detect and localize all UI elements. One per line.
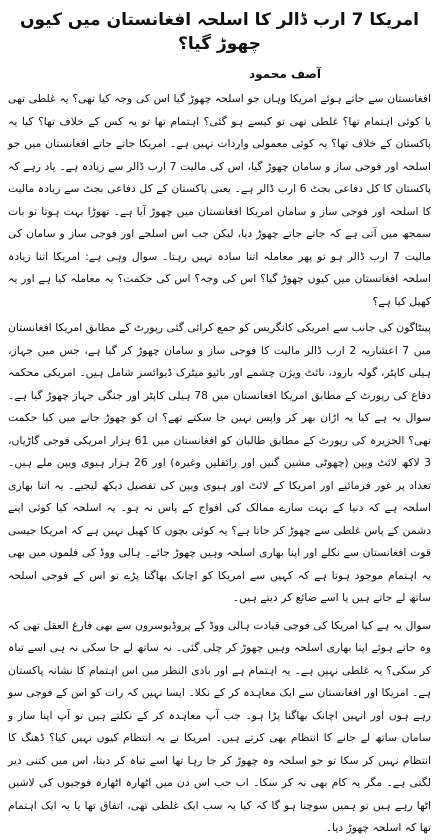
- article-paragraph: پینٹاگون کی جانب سے امریکی کانگریس کو جمع کرائی گئی رپورٹ کے مطابق امریکا افغانستان میں 7 اعشاریہ 2 ارب ڈالر مالیت کا فوجی ساز و سامان چھوڑ کر گیا ہے، جس میں جہاز، ہیلی کاپٹر، گولہ بارود، نائٹ ویژن چشمے اور بائیو میٹرک ڈیوائسز شامل ہیں۔ امریکی محکمہ دفاع کی رپورٹ کے مطابق امریکا افغانستان میں 78 ہیلی کاپٹر اور جنگی جہاز چھوڑ گیا ہے۔ سوال یہ ہے کیا یہ اڑان بھر کر واپس نہیں جا سکتے تھے؟ ان کو چھوڑ جانے میں کیا حکمت تھی؟ الجزیرہ کی رپورٹ کے مطابق طالبان کو افغانستان میں 61 ہزار امریکی فوجی گاڑیاں، 3 لاکھ لائٹ ویپن (چھوٹی مشین گنیں اور رائفلیں وغیرہ) اور 26 ہزار ہیوی ویپن ملے ہیں۔ تعداد پر غور فرمائیے اور امریکا کے لائٹ اور ہیوی ویپن کی تفصیل دیکھ لیجیے۔ یہ اتنا بھاری اسلحہ ہے کہ دنیا کے بہت سارے ممالک کی افواج کے پاس نہ ہو۔ یہ اسلحہ کیا کوئی اپنے دشمن کے پاس غلطی سے چھوڑ کر جاتا ہے؟ یہ کوئی بچوں کا کھیل نہیں ہے کہ امریکا جیسی قوت افغانستان سے نکلے اور اپنا بھاری اسلحہ وہیں چھوڑ جائے۔ ہالی ووڈ کی فلموں میں بھی یہ اہتمام موجود ہوتا ہے کہ کہیں سے امریکا کو اچانک بھاگنا پڑے تو اس کے فوجی اسلحہ ساتھ لے جاتے ہیں یا اسے ضائع کر دیتے ہیں۔: [8, 321, 431, 604]
- article-author: آصف محمود: [249, 67, 321, 81]
- article-paragraph: افغانستان سے جاتے ہوئے امریکا وہاں جو اسلحہ چھوڑ گیا اس کی وجہ کیا تھی؟ یہ غلطی تھی یا کوئی اہتمام تھا؟ غلطی تھی تو کیسے ہو گئی؟ اہتمام تھا تو یہ کس کے خلاف تھا؟ کیا یہ پاکستان کے خلاف تھا؟ یہ کوئی معمولی واردات نہیں ہے۔ امریکا جاتے جاتے افغانستان میں جو اسلحہ اور فوجی ساز و سامان چھوڑ گیا، اس کی مالیت 7 ارب ڈالر سے زیادہ ہے۔ یاد رہے کہ پاکستان کا کل دفاعی بجٹ 6 ارب ڈالر ہے۔ یعنی پاکستان کے کل دفاعی بجٹ سے زیادہ مالیت کا اسلحہ اور فوجی ساز و سامان امریکا افغانستان میں چھوڑ آیا ہے۔ تھوڑا بہت ہوتا تو بات سمجھ میں آتی ہے کہ جاتے جاتے چھوڑ دیا، لیکن جب اس اسلحے اور فوجی ساز و سامان کی مالیت 7 ارب ڈالر ہو تو پھر معاملہ اتنا سادہ نہیں رہتا۔ سوال وہی ہے: امریکا اتنا زیادہ اسلحہ افغانستان میں کیوں چھوڑ گیا؟ اس کی وجہ؟ اس کی حکمت؟ یہ معاملہ کیا ہے اور یہ کھیل کیا ہے؟: [8, 92, 431, 308]
- article-headline: امریکا 7 ارب ڈالر کا اسلحہ افغانستان میں کیوں چھوڑ گیا؟: [19, 10, 419, 54]
- article-paragraph: سوال یہ ہے کیا امریکا کی فوجی قیادت ہالی ووڈ کے پروڈیوسروں سے بھی فارغ العقل تھی کہ وہ جاتے ہوئے اپنا بھاری اسلحہ وہیں چھوڑ کر چلی گئی۔ نہ ساتھ لے جا سکی نہ ہی اسے تباہ کر سکی؟ یہ غلطی نہیں ہے۔ یہ اہتمام ہے اور بادی النظر میں اس اہتمام کا نشانہ پاکستان ہے۔ امریکا اور افغانستان سے ایک معاہدہ کر کے نکلا۔ ایسا نہیں کہ رات کو اس کے فوجی سو رہے ہوں اور انہیں اچانک بھاگنا پڑا ہو۔ جب آپ معاہدہ کر کے نکلتے ہیں تو آپ اپنا ساز و سامان ساتھ لے جانے کا انتظام بھی کرتے ہیں۔ امریکا نے یہ انتظام کیوں نہیں کیا؟ ڈھنگ کا انتظام نہیں کر سکا تو جو اسلحہ وہ چھوڑ کر جا رہا تھا اسے تباہ کر دیتا، اس میں کتنی دیر لگتی ہے۔ مگر یہ کام بھی نہ کر سکا۔ اب جب اس دن میں اٹھارہ اٹھارہ فوجیوں کی لاشیں اٹھا رہے ہیں تو ہمیں سوچنا ہو گا کہ کیا یہ سب ایک غلطی تھی، اتفاق تھا یا یہ ایک اہتمام تھا کہ اسلحہ چھوڑ دیا۔: [8, 618, 431, 834]
